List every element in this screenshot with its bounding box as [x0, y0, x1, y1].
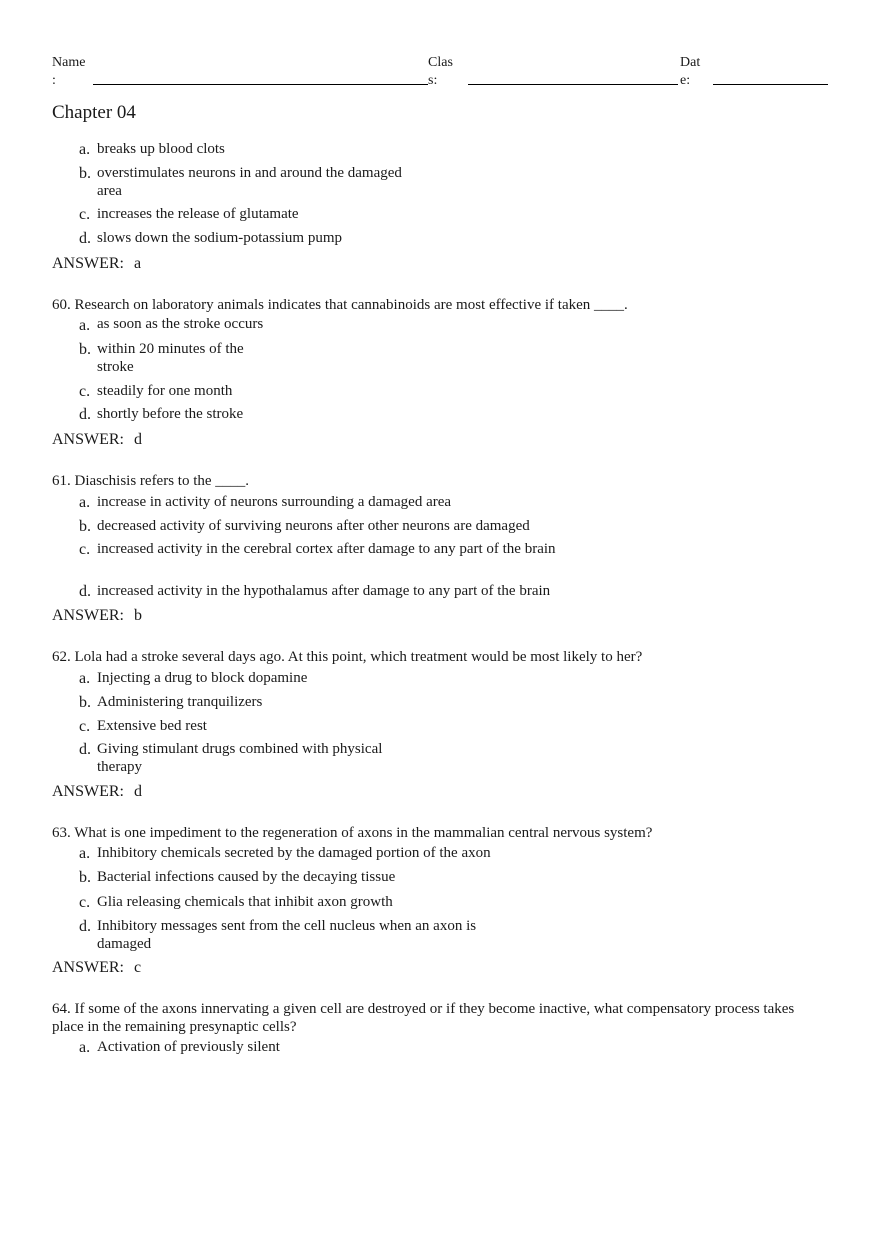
option-letter: a. [79, 141, 91, 158]
question-number: 64. [52, 1001, 71, 1017]
answer-label: ANSWER: [52, 783, 124, 800]
question-number: 60. [52, 297, 71, 313]
answer-line [52, 607, 142, 625]
question-text: What is one impediment to the regeneration of axons in the mammalian central nervous system? [74, 825, 653, 841]
option-letter: b. [79, 869, 91, 886]
option-letter: a. [79, 845, 91, 862]
answer-value: a [134, 255, 142, 272]
question-stem [52, 296, 822, 314]
option-letter: a. [79, 1039, 91, 1056]
option-text: Giving stimulant drugs combined with physical therapy [97, 741, 383, 775]
option-text: increased activity in the cerebral cortex after damage to any part of the brain [97, 541, 556, 557]
option-text: slows down the sodium-potassium pump [97, 230, 343, 246]
option-letter: c. [79, 383, 91, 400]
option-text: increased activity in the hypothalamus after damage to any part of the brain [97, 583, 551, 599]
answer-label: ANSWER: [52, 959, 124, 976]
option-text: decreased activity of surviving neurons after other neurons are damaged [97, 518, 530, 534]
date-label: Dat e: [680, 55, 701, 88]
answer-value: c [134, 959, 142, 976]
option-text: as soon as the stroke occurs [97, 316, 264, 332]
option-letter: d. [79, 230, 91, 247]
question-text: Diaschisis refers to the ____. [74, 473, 250, 489]
option-text: Inhibitory messages sent from the cell nucleus when an axon is damaged [97, 918, 477, 952]
option-text: Injecting a drug to block dopamine [97, 670, 308, 686]
option-text: within 20 minutes of the stroke [97, 341, 244, 375]
question-number: 61. [52, 473, 71, 489]
option-text: overstimulates neurons in and around the damaged area [97, 165, 402, 199]
answer-label: ANSWER: [52, 431, 124, 448]
name-label: Name : [52, 55, 86, 88]
option-text: increase in activity of neurons surrounding a damaged area [97, 494, 452, 510]
answer-label: ANSWER: [52, 607, 124, 624]
option-text: Glia releasing chemicals that inhibit axon growth [97, 894, 393, 910]
option-letter: b. [79, 518, 91, 535]
option-letter: c. [79, 718, 91, 735]
option-text: Inhibitory chemicals secreted by the damaged portion of the axon [97, 845, 491, 861]
question-stem [52, 648, 822, 666]
question-stem [52, 824, 822, 842]
answer-line [52, 959, 141, 977]
option-letter: d. [79, 406, 91, 423]
option-letter: d. [79, 918, 91, 935]
answer-label: ANSWER: [52, 255, 124, 272]
question-stem [52, 1000, 822, 1036]
chapter-title: Chapter 04 [52, 102, 136, 123]
question-text: Lola had a stroke several days ago. At this point, which treatment would be most likely to her? [74, 649, 643, 665]
option-text: Activation of previously silent [97, 1039, 280, 1055]
option-text: increases the release of glutamate [97, 206, 299, 222]
question-number: 62. [52, 649, 71, 665]
option-letter: b. [79, 341, 91, 358]
option-letter: c. [79, 541, 91, 558]
answer-value: d [134, 431, 142, 448]
option-letter: b. [79, 165, 91, 182]
question-stem [52, 472, 822, 490]
question-text: Research on laboratory animals indicates that cannabinoids are most effective if taken ____. [74, 297, 628, 313]
answer-line [52, 431, 142, 449]
option-letter: c. [79, 894, 91, 911]
question-number: 63. [52, 825, 71, 841]
date-field-line[interactable] [713, 84, 828, 85]
answer-value: b [134, 607, 142, 624]
option-letter: a. [79, 494, 91, 511]
option-text: Extensive bed rest [97, 718, 207, 734]
question-text: If some of the axons innervating a given cell are destroyed or if they become inactive, what compensatory process takes place in the remaining presynaptic cells? [52, 1001, 795, 1035]
option-letter: b. [79, 694, 91, 711]
option-text: shortly before the stroke [97, 406, 244, 422]
option-letter: a. [79, 670, 91, 687]
option-text: Bacterial infections caused by the decaying tissue [97, 869, 396, 885]
class-field-line[interactable] [468, 84, 678, 85]
option-letter: a. [79, 317, 91, 334]
answer-value: d [134, 783, 142, 800]
option-text: breaks up blood clots [97, 141, 225, 157]
option-text: Administering tranquilizers [97, 694, 263, 710]
answer-line [52, 783, 142, 801]
option-text: steadily for one month [97, 383, 233, 399]
option-letter: c. [79, 206, 91, 223]
class-label: Clas s: [428, 55, 453, 88]
name-field-line[interactable] [93, 84, 428, 85]
option-letter: d. [79, 583, 91, 600]
answer-line [52, 255, 141, 273]
option-letter: d. [79, 741, 91, 758]
